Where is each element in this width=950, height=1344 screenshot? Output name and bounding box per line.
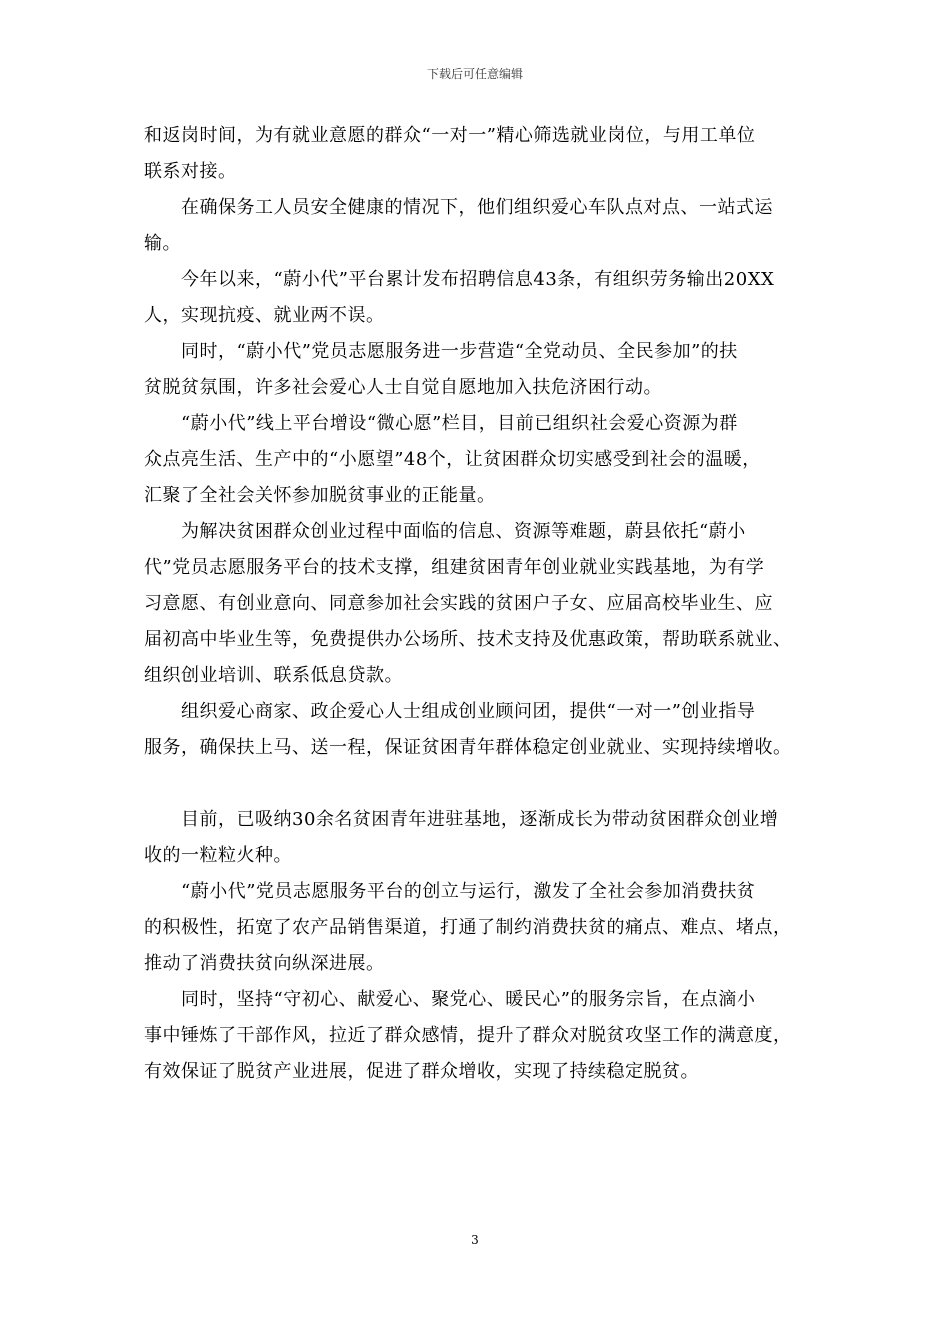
paragraph-3: 今年以来，“蔚小代”平台累计发布招聘信息43条，有组织劳务输出20XX 人，实现抗疫、就业两不误。	[144, 269, 775, 326]
paragraph-9: “蔚小代”党员志愿服务平台的创立与运行，激发了全社会参加消费扶贫 的积极性，拓宽了农产品销售渠道，打通了制约消费扶贫的痛点、难点、堵点， 推动了消费扶贫向纵深进展。	[144, 881, 792, 974]
document-body	[144, 118, 812, 1090]
paragraph-10: 同时，坚持“守初心、献爱心、聚党心、暖民心”的服务宗旨，在点滴小 事中锤炼了干部作风，拉近了群众感情，提升了群众对脱贫攻坚工作的满意度， 有效保证了脱贫产业进展，促进了群众增收，实现了持续稳定脱贫。	[144, 989, 792, 1082]
page-header: 下载后可任意编辑	[426, 67, 523, 81]
paragraph-6: 为解决贫困群众创业过程中面临的信息、资源等难题，蔚县依托“蔚小 代”党员志愿服务平台的技术支撑，组建贫困青年创业就业实践基地，为有学 习意愿、有创业意向、同意参加社会实践的贫困户子女、应届高校毕业生、应 届初高中毕业生等，免费提供办公场所、技术支持及优惠政策，帮助联系就业、 组织创业培训、联系低息贷款。	[144, 521, 792, 686]
paragraph-8: 目前，已吸纳30余名贫困青年进驻基地，逐渐成长为带动贫困群众创业增 收的一粒粒火种。	[144, 809, 779, 866]
page-number: 3	[471, 1233, 479, 1247]
blank-line	[144, 766, 812, 802]
paragraph-5: “蔚小代”线上平台增设“微心愿”栏目，目前已组织社会爱心资源为群 众点亮生活、生产中的“小愿望”48个，让贫困群众切实感受到社会的温暖， 汇聚了全社会关怀参加脱贫事业的正能量。	[144, 413, 761, 506]
paragraph-2: 在确保务工人员安全健康的情况下，他们组织爱心车队点对点、一站式运 输。	[144, 197, 773, 254]
paragraph-7: 组织爱心商家、政企爱心人士组成创业顾问团，提供“一对一”创业指导 服务，确保扶上马、送一程，保证贫困青年群体稳定创业就业、实现持续增收。	[144, 701, 792, 758]
paragraph-4: 同时，“蔚小代”党员志愿服务进一步营造“全党动员、全民参加”的扶 贫脱贫氛围，许多社会爱心人士自觉自愿地加入扶危济困行动。	[144, 341, 738, 398]
paragraph-1: 和返岗时间，为有就业意愿的群众“一对一”精心筛选就业岗位，与用工单位 联系对接。	[144, 125, 756, 182]
